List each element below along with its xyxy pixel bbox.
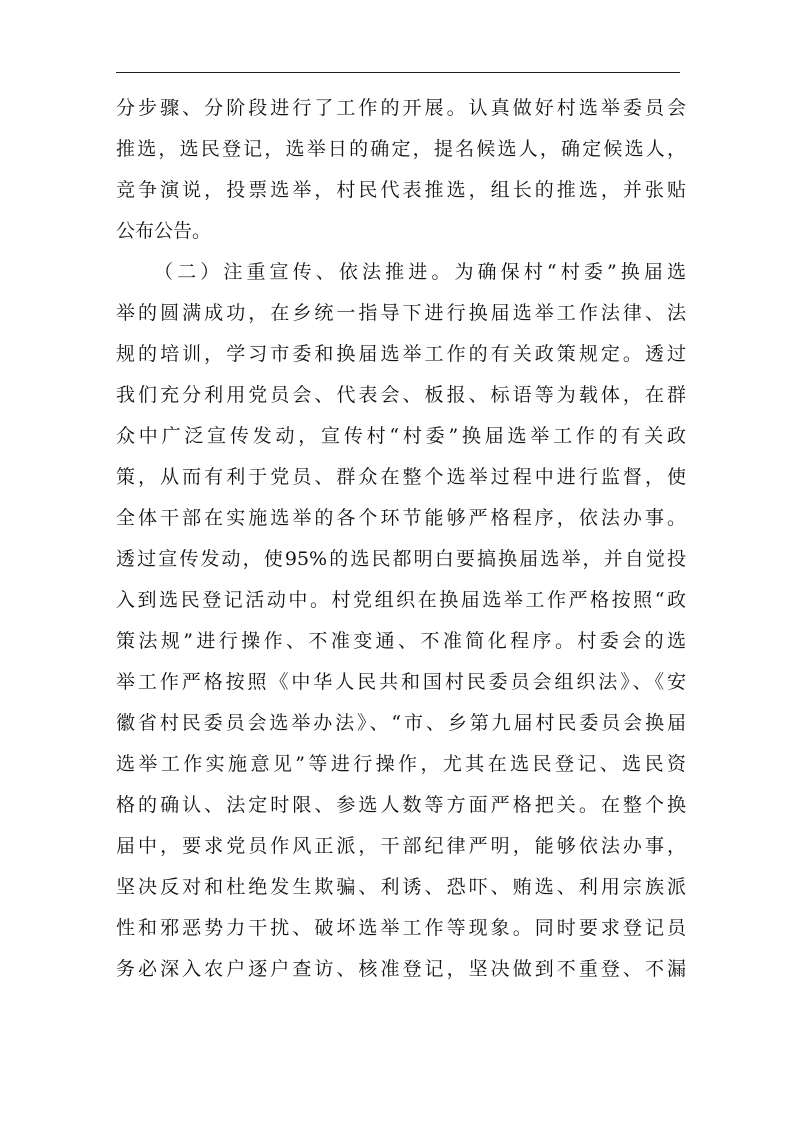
header-rule [116, 72, 680, 73]
text-line: 全体干部在实施选举的各个环节能够严格程序，依法办事。 [116, 507, 686, 529]
text-line: 透过宣传发动，使95%的选民都明白要搞换届选举，并自觉投 [116, 548, 686, 570]
body-text [116, 88, 686, 990]
text-line: 举的圆满成功，在乡统一指导下进行换届选举工作法律、法 [116, 302, 686, 324]
text-line: 格的确认、法定时限、参选人数等方面严格把关。在整个换 [116, 794, 686, 816]
text-line: 届中，要求党员作风正派，干部纪律严明，能够依法办事， [116, 835, 686, 857]
text-line: 性和邪恶势力干扰、破坏选举工作等现象。同时要求登记员 [116, 917, 686, 939]
text-line: 竞争演说，投票选举，村民代表推选，组长的推选，并张贴 [116, 179, 686, 201]
text-line: 入到选民登记活动中。村党组织在换届选举工作严格按照“政 [116, 589, 686, 611]
text-line: 推选，选民登记，选举日的确定，提名候选人，确定候选人， [116, 138, 686, 160]
text-line: 规的培训，学习市委和换届选举工作的有关政策规定。透过 [116, 343, 686, 365]
paragraph-start-line: （二）注重宣传、依法推进。为确保村“村委”换届选 [154, 261, 686, 283]
text-line: 分步骤、分阶段进行了工作的开展。认真做好村选举委员会 [116, 97, 686, 119]
text-line: 公布公告。 [116, 220, 212, 242]
text-line: 众中广泛宣传发动，宣传村“村委”换届选举工作的有关政 [116, 425, 686, 447]
text-line: 策法规”进行操作、不准变通、不准简化程序。村委会的选 [116, 630, 686, 652]
text-line: 坚决反对和杜绝发生欺骗、利诱、恐吓、贿选、利用宗族派 [116, 876, 686, 898]
text-line: 我们充分利用党员会、代表会、板报、标语等为载体，在群 [116, 384, 686, 406]
text-line: 策，从而有利于党员、群众在整个选举过程中进行监督，使 [116, 466, 686, 488]
text-line: 选举工作实施意见”等进行操作，尤其在选民登记、选民资 [116, 753, 686, 775]
text-line: 务必深入农户逐户查访、核准登记，坚决做到不重登、不漏 [116, 958, 686, 980]
text-line: 举工作严格按照《中华人民共和国村民委员会组织法》、《安 [116, 671, 686, 693]
text-line: 徽省村民委员会选举办法》、“市、乡第九届村民委员会换届 [116, 712, 686, 734]
